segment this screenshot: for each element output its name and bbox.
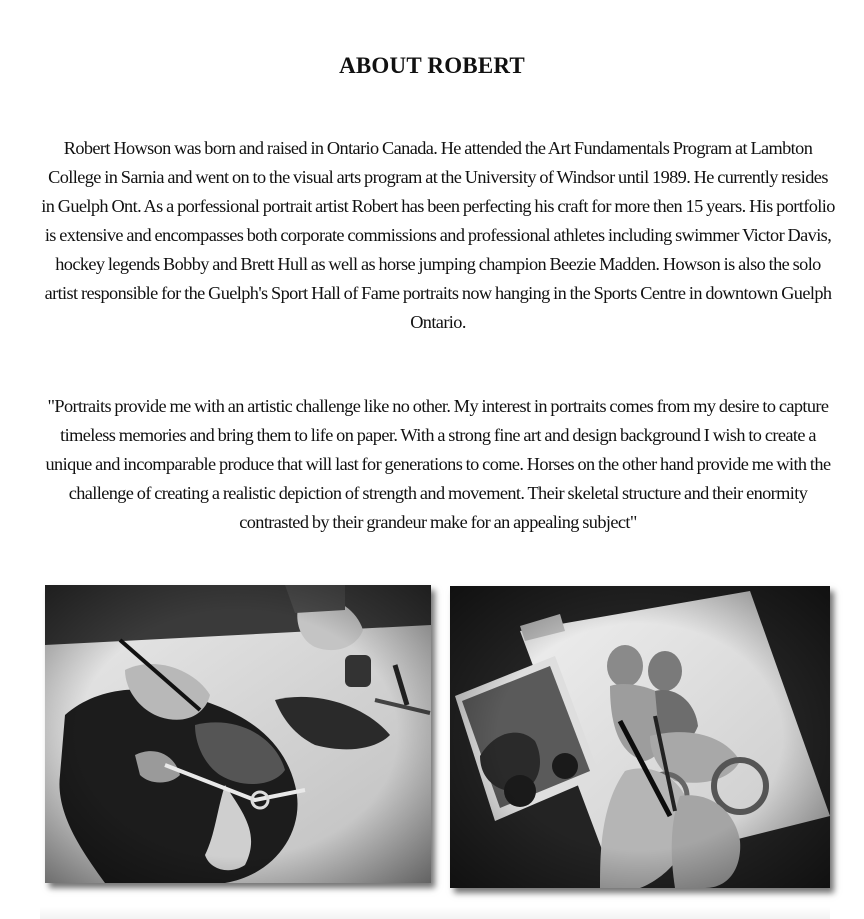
horse-drawing-image bbox=[45, 585, 431, 883]
bottom-divider bbox=[40, 907, 830, 919]
quote-paragraph: "Portraits provide me with an artistic challenge like no other. My interest in portraits comes from my desire to capture timeless memories and bring them to life on paper. With a strong fine art and design background I wish to create a unique and incomparable produce that will last for generations to come. Horses on the other hand provide me with the challenge of creating a realistic depiction of strength and movement. Their skeletal structure and their enormity contrasted by their grandeur make for an appealing subject" bbox=[45, 396, 831, 532]
page-title: ABOUT ROBERT bbox=[339, 53, 525, 79]
couple-drawing-image bbox=[450, 586, 830, 888]
couple-drawing-photo bbox=[450, 586, 830, 888]
horse-drawing-photo bbox=[45, 585, 431, 883]
bio-paragraph: Robert Howson was born and raised in Ontario Canada. He attended the Art Fundamentals Program at Lambton College in Sarnia and went on to the visual arts program at the University of Windsor until 1989. He currently resides in Guelph Ont. As a porfessional portrait artist Robert has been perfecting his craft for more then 15 years. His portfolio is extensive and encompasses both corporate commissions and professional athletes including swimmer Victor Davis, hockey legends Bobby and Brett Hull as well as horse jumping champion Beezie Madden. Howson is also the solo artist responsible for the Guelph's Sport Hall of Fame portraits now hanging in the Sports Centre in downtown Guelph Ontario. bbox=[41, 138, 835, 332]
